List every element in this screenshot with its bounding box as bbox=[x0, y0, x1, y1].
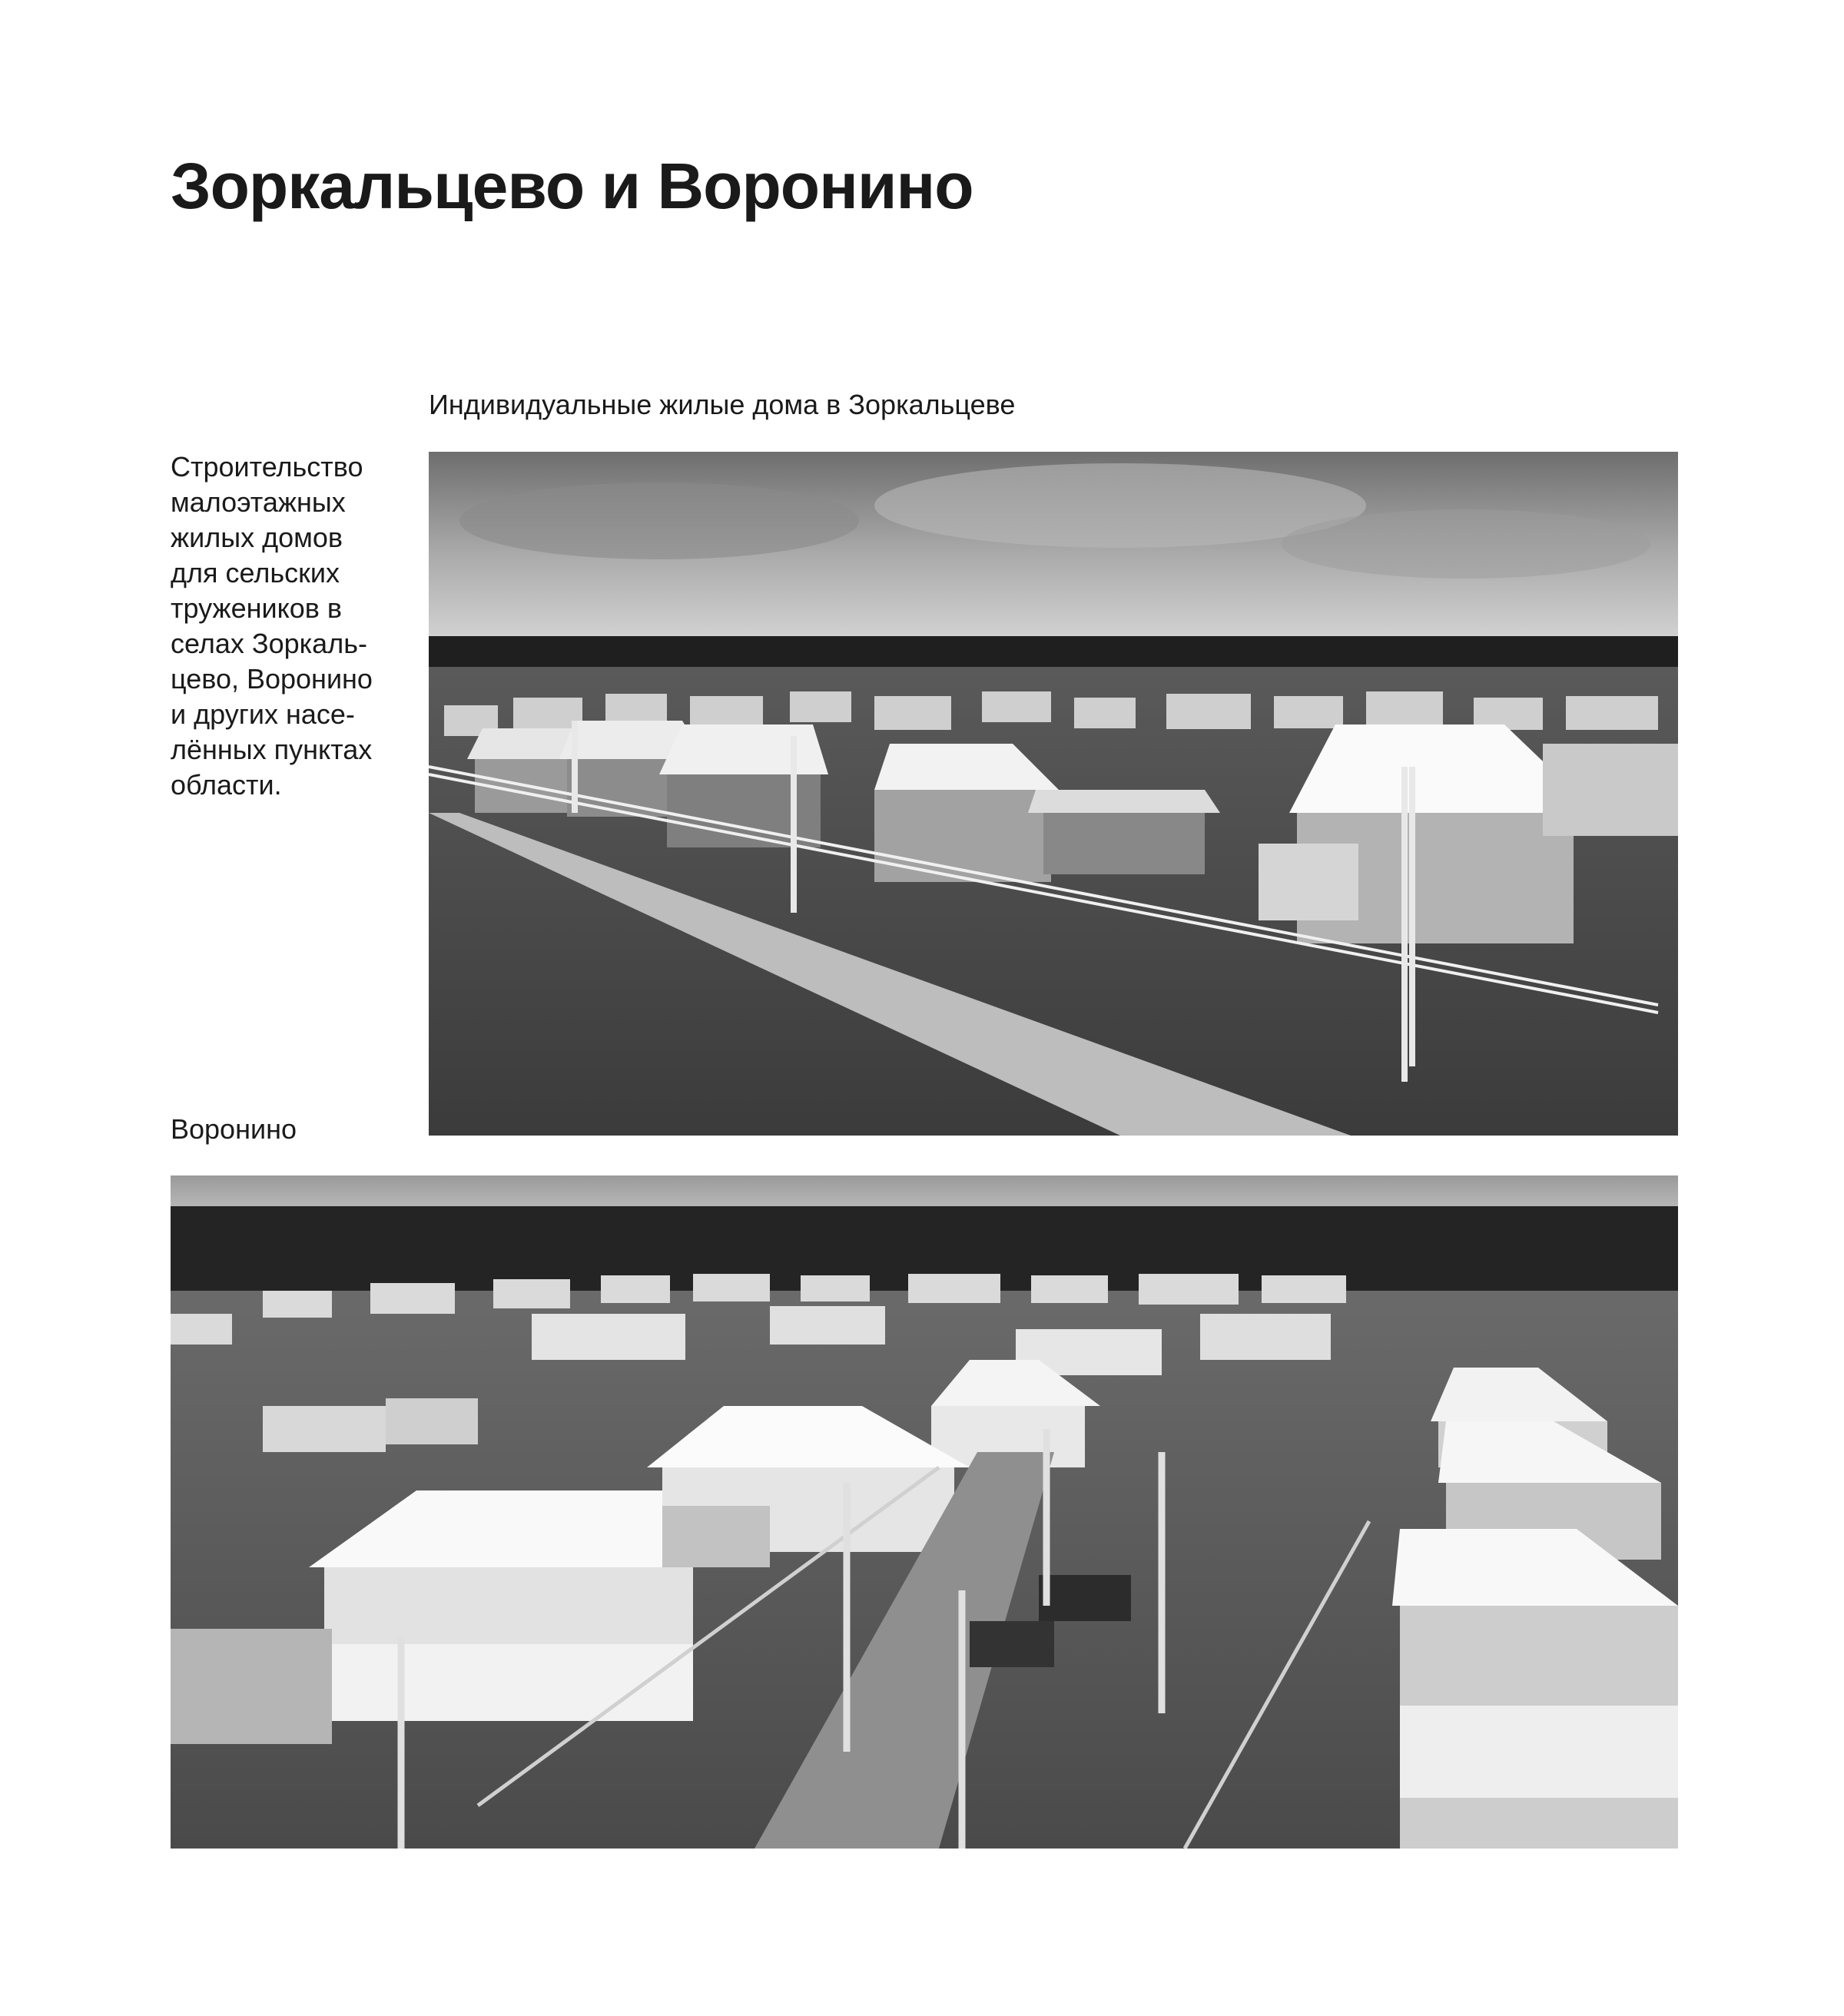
photo-caption-voronino: Воронино bbox=[171, 1113, 297, 1145]
photo-caption-zorkaltsevo: Индивидуальные жилые дома в Зоркальцеве bbox=[429, 389, 1016, 420]
page-title: Зоркальцево и Воронино bbox=[171, 150, 973, 222]
side-description: Строительство малоэтажных жилых домов для сельских тружеников в селах Зоркаль- цево, Воронино и других насе- лённых пунктах области. bbox=[171, 451, 373, 801]
photo-voronino-village bbox=[171, 1175, 1678, 1849]
photo-zorkaltsevo-houses bbox=[429, 452, 1678, 1136]
